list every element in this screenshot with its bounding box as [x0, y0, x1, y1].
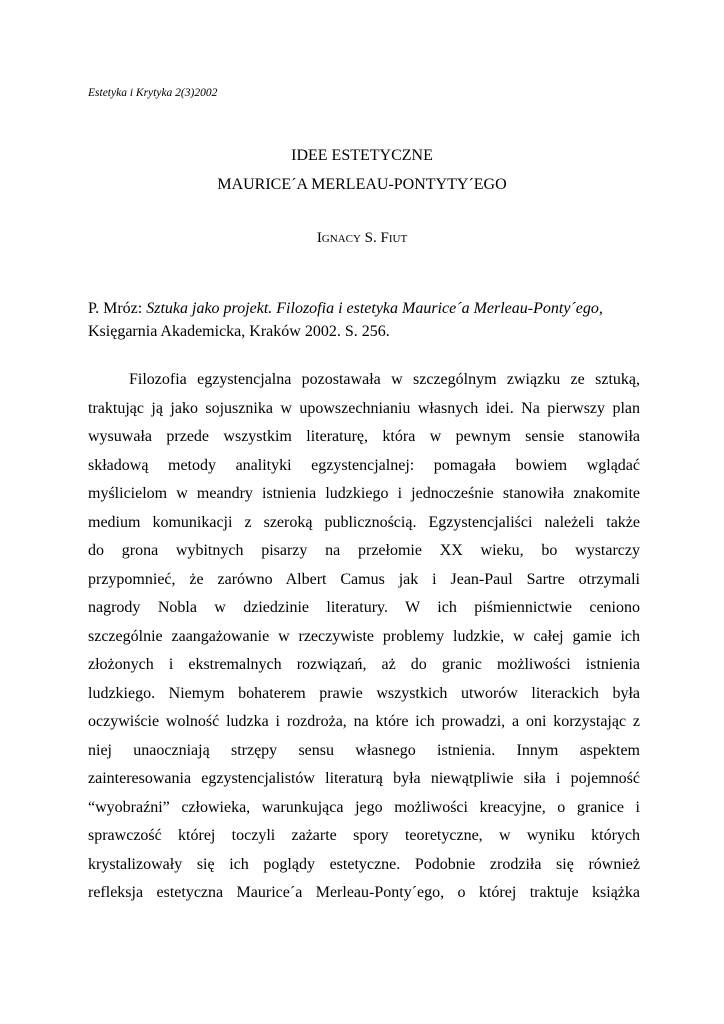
- article-title-line-1: IDEE ESTETYCZNE: [291, 147, 433, 164]
- body-line: ludzkiego. Niemym bohaterem prawie wszystkich utworów literackich była: [88, 684, 640, 702]
- body-line: nagrody Nobla w dziedzinie literatury. W ich piśmiennictwie ceniono: [88, 599, 640, 616]
- body-line: “wyobraźni” człowieka, warunkująca jego możliwości kreacyjne, o granice i: [88, 798, 640, 816]
- body-line: złożonych i ekstremalnych rozwiązań, aż do granic możliwości istnienia: [88, 656, 640, 673]
- citation-line-1: [88, 297, 648, 320]
- article-title-line-2: MAURICE´A MERLEAU-PONTYTY´EGO: [217, 176, 507, 193]
- body-line: zainteresowania egzystencjalistów literaturą była niewątpliwie siła i pojemność: [88, 770, 640, 787]
- body-line: refleksja estetyczna Maurice´a Merleau-Ponty´ego, o której traktuje książka: [88, 884, 640, 901]
- body-line: Filozofia egzystencjalna pozostawała w szczególnym związku ze sztuką,: [129, 371, 640, 388]
- body-line: przypomnieć, że zarówno Albert Camus jak i Jean-Paul Sartre otrzymali: [88, 570, 640, 588]
- reviewed-book-citation: [88, 297, 648, 343]
- body-paragraph: [88, 366, 640, 908]
- body-line: sprawczość której toczyli zażarte spory teoretyczne, w wyniku których: [88, 827, 640, 844]
- body-line: wysuwała przede wszystkim literaturę, która w pewnym sensie stanowiła: [88, 428, 640, 445]
- book-author: P. Mróz:: [88, 300, 147, 317]
- body-line: oczywiście wolność ludzka i rozdroża, na które ich prowadzi, a oni korzystając z: [88, 713, 640, 730]
- book-title: Sztuka jako projekt. Filozofia i estetyka Maurice´a Merleau-Ponty´ego,: [146, 300, 603, 317]
- article-author: Ignacy S. Fiut: [316, 230, 408, 246]
- book-publisher: Księgarnia Akademicka, Kraków 2002. S. 256.: [88, 323, 390, 340]
- body-line: niej unaoczniają strzępy sensu własnego istnienia. Innym aspektem: [88, 741, 640, 759]
- body-line: traktując ją jako sojusznika w upowszechnianiu własnych idei. Na pierwszy plan: [88, 399, 640, 417]
- body-line: do grona wybitnych pisarzy na przełomie XX wieku, bo wystarczy: [88, 542, 640, 559]
- body-line: krystalizowały się ich poglądy estetyczne. Podobnie zrodziła się również: [88, 855, 640, 873]
- body-line: szczególnie zaangażowanie w rzeczywiste problemy ludzkie, w całej gamie ich: [88, 627, 640, 645]
- body-line: składową metody analityki egzystencjalnej: pomagała bowiem wglądać: [88, 456, 640, 474]
- body-line: medium komunikacji z szeroką publicznością. Egzystencjaliści należeli także: [88, 513, 640, 531]
- body-line: myślicielom w meandry istnienia ludzkiego i jednocześnie stanowiła znakomite: [88, 485, 640, 502]
- journal-header: Estetyka i Krytyka 2(3)2002: [88, 87, 218, 99]
